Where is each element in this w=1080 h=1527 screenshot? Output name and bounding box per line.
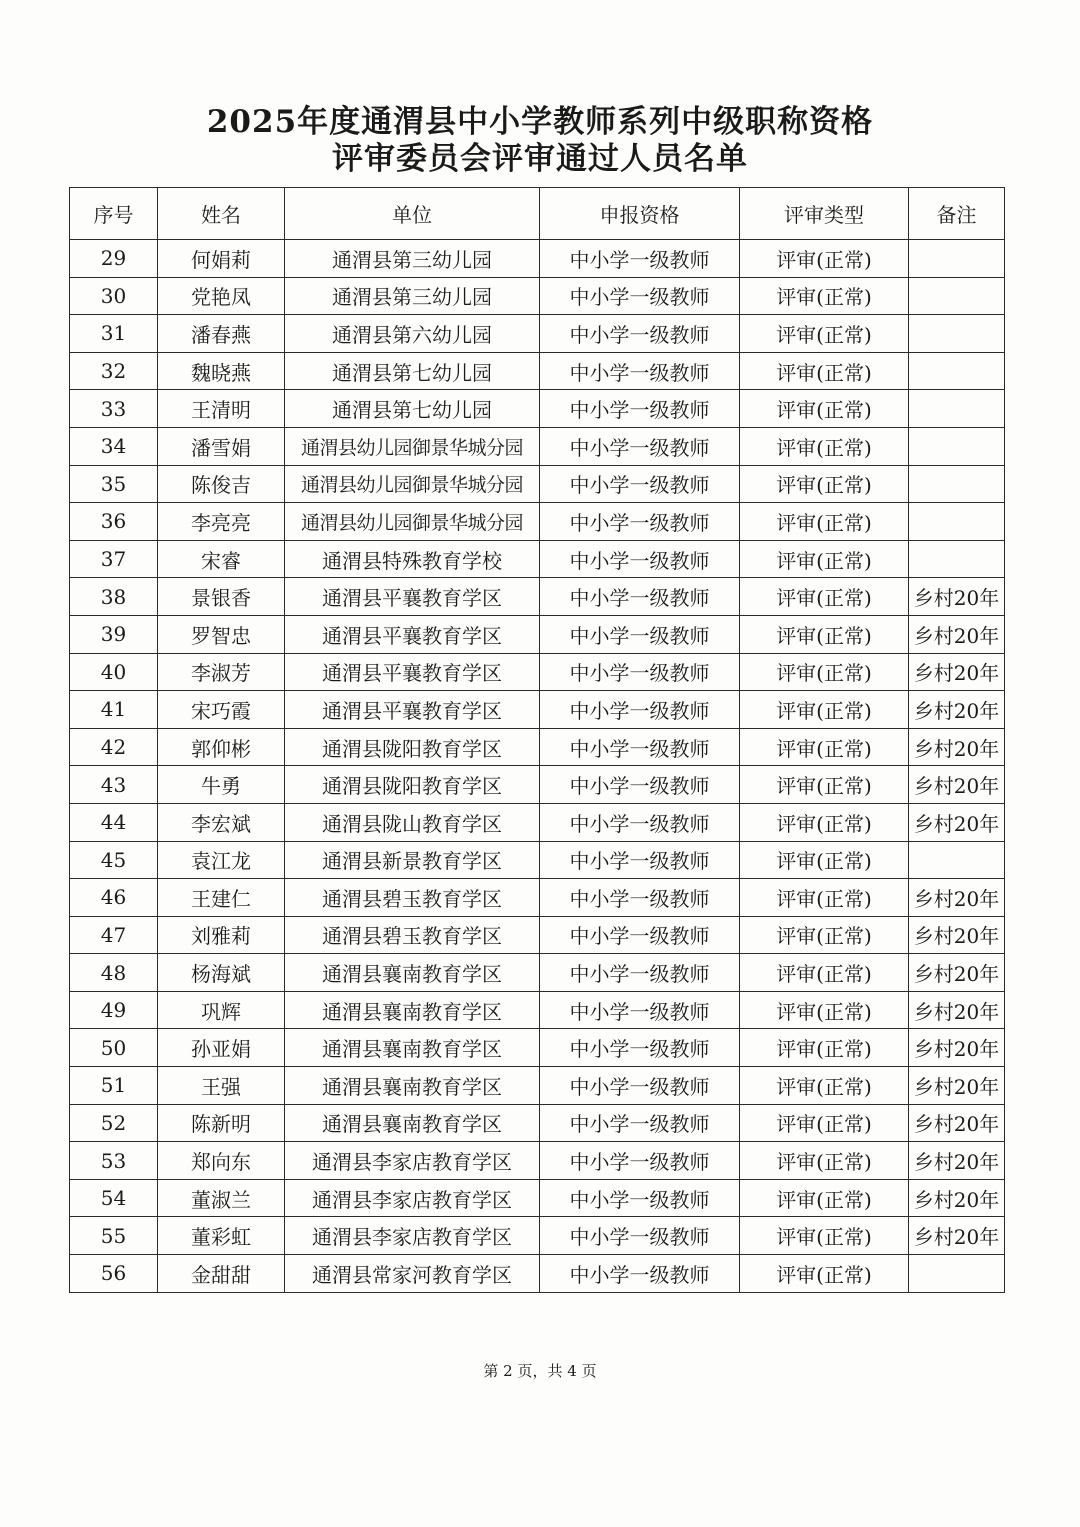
cell-serial-number: 45 — [70, 841, 158, 879]
cell-review-type: 评审(正常) — [740, 540, 909, 578]
cell-serial-number: 31 — [70, 315, 158, 353]
cell-unit: 通渭县李家店教育学区 — [285, 1142, 540, 1180]
cell-qualification: 中小学一级教师 — [540, 1142, 740, 1180]
cell-serial-number: 43 — [70, 766, 158, 804]
cell-note: 乡村20年 — [909, 954, 1005, 992]
cell-unit: 通渭县陇阳教育学区 — [285, 728, 540, 766]
cell-unit: 通渭县常家河教育学区 — [285, 1255, 540, 1293]
cell-name: 宋巧霞 — [158, 691, 285, 729]
cell-review-type: 评审(正常) — [740, 578, 909, 616]
cell-name: 魏晓燕 — [158, 352, 285, 390]
cell-note — [909, 427, 1005, 465]
cell-unit: 通渭县碧玉教育学区 — [285, 879, 540, 917]
cell-qualification: 中小学一级教师 — [540, 916, 740, 954]
cell-note: 乡村20年 — [909, 578, 1005, 616]
cell-note: 乡村20年 — [909, 916, 1005, 954]
cell-note — [909, 352, 1005, 390]
table-row — [70, 803, 1005, 841]
cell-serial-number: 51 — [70, 1067, 158, 1105]
cell-note: 乡村20年 — [909, 766, 1005, 804]
cell-qualification: 中小学一级教师 — [540, 540, 740, 578]
cell-note: 乡村20年 — [909, 1104, 1005, 1142]
cell-unit: 通渭县碧玉教育学区 — [285, 916, 540, 954]
roster-table — [69, 187, 1005, 1293]
cell-qualification: 中小学一级教师 — [540, 427, 740, 465]
cell-name: 刘雅莉 — [158, 916, 285, 954]
cell-unit: 通渭县平襄教育学区 — [285, 615, 540, 653]
cell-unit: 通渭县特殊教育学校 — [285, 540, 540, 578]
cell-review-type: 评审(正常) — [740, 653, 909, 691]
cell-review-type: 评审(正常) — [740, 954, 909, 992]
cell-unit: 通渭县第三幼儿园 — [285, 277, 540, 315]
cell-serial-number: 42 — [70, 728, 158, 766]
table-row — [70, 615, 1005, 653]
table-row — [70, 1104, 1005, 1142]
cell-note — [909, 315, 1005, 353]
cell-name: 何娟莉 — [158, 240, 285, 278]
cell-unit: 通渭县李家店教育学区 — [285, 1217, 540, 1255]
cell-note: 乡村20年 — [909, 728, 1005, 766]
cell-unit: 通渭县幼儿园御景华城分园 — [285, 427, 540, 465]
cell-serial-number: 53 — [70, 1142, 158, 1180]
cell-unit: 通渭县襄南教育学区 — [285, 954, 540, 992]
table-row — [70, 465, 1005, 503]
cell-serial-number: 41 — [70, 691, 158, 729]
cell-note: 乡村20年 — [909, 879, 1005, 917]
cell-unit: 通渭县襄南教育学区 — [285, 991, 540, 1029]
table-row — [70, 691, 1005, 729]
table-row — [70, 352, 1005, 390]
cell-review-type: 评审(正常) — [740, 1029, 909, 1067]
cell-note: 乡村20年 — [909, 653, 1005, 691]
cell-serial-number: 36 — [70, 503, 158, 541]
cell-name: 李淑芳 — [158, 653, 285, 691]
cell-qualification: 中小学一级教师 — [540, 991, 740, 1029]
cell-unit: 通渭县第六幼儿园 — [285, 315, 540, 353]
table-row — [70, 841, 1005, 879]
cell-qualification: 中小学一级教师 — [540, 841, 740, 879]
cell-name: 郑向东 — [158, 1142, 285, 1180]
cell-qualification: 中小学一级教师 — [540, 1104, 740, 1142]
cell-serial-number: 34 — [70, 427, 158, 465]
cell-note — [909, 465, 1005, 503]
table-row — [70, 1029, 1005, 1067]
cell-serial-number: 29 — [70, 240, 158, 278]
cell-name: 董淑兰 — [158, 1179, 285, 1217]
cell-qualification: 中小学一级教师 — [540, 240, 740, 278]
cell-serial-number: 47 — [70, 916, 158, 954]
cell-review-type: 评审(正常) — [740, 1255, 909, 1293]
header-unit: 单位 — [285, 188, 540, 240]
cell-unit: 通渭县平襄教育学区 — [285, 578, 540, 616]
table-row — [70, 1255, 1005, 1293]
cell-note — [909, 1255, 1005, 1293]
table-row — [70, 540, 1005, 578]
cell-serial-number: 55 — [70, 1217, 158, 1255]
cell-qualification: 中小学一级教师 — [540, 803, 740, 841]
cell-serial-number: 40 — [70, 653, 158, 691]
cell-note: 乡村20年 — [909, 1029, 1005, 1067]
table-row — [70, 315, 1005, 353]
cell-name: 潘春燕 — [158, 315, 285, 353]
cell-unit: 通渭县陇阳教育学区 — [285, 766, 540, 804]
cell-qualification: 中小学一级教师 — [540, 578, 740, 616]
cell-note: 乡村20年 — [909, 1067, 1005, 1105]
cell-serial-number: 37 — [70, 540, 158, 578]
cell-unit: 通渭县襄南教育学区 — [285, 1104, 540, 1142]
cell-review-type: 评审(正常) — [740, 615, 909, 653]
cell-qualification: 中小学一级教师 — [540, 954, 740, 992]
cell-note: 乡村20年 — [909, 691, 1005, 729]
cell-review-type: 评审(正常) — [740, 691, 909, 729]
cell-review-type: 评审(正常) — [740, 1217, 909, 1255]
table-row — [70, 991, 1005, 1029]
cell-review-type: 评审(正常) — [740, 841, 909, 879]
cell-name: 金甜甜 — [158, 1255, 285, 1293]
cell-note — [909, 841, 1005, 879]
cell-name: 王强 — [158, 1067, 285, 1105]
cell-qualification: 中小学一级教师 — [540, 1255, 740, 1293]
cell-note — [909, 540, 1005, 578]
cell-serial-number: 32 — [70, 352, 158, 390]
cell-review-type: 评审(正常) — [740, 1179, 909, 1217]
cell-name: 罗智忠 — [158, 615, 285, 653]
cell-review-type: 评审(正常) — [740, 240, 909, 278]
cell-review-type: 评审(正常) — [740, 803, 909, 841]
cell-serial-number: 38 — [70, 578, 158, 616]
cell-serial-number: 44 — [70, 803, 158, 841]
table-row — [70, 954, 1005, 992]
header-review-type: 评审类型 — [740, 188, 909, 240]
cell-name: 李宏斌 — [158, 803, 285, 841]
cell-unit: 通渭县陇山教育学区 — [285, 803, 540, 841]
cell-name: 郭仰彬 — [158, 728, 285, 766]
header-name: 姓名 — [158, 188, 285, 240]
table-row — [70, 653, 1005, 691]
cell-review-type: 评审(正常) — [740, 465, 909, 503]
cell-review-type: 评审(正常) — [740, 879, 909, 917]
cell-serial-number: 33 — [70, 390, 158, 428]
cell-note — [909, 277, 1005, 315]
table-header-row — [70, 188, 1005, 240]
cell-name: 陈俊吉 — [158, 465, 285, 503]
cell-qualification: 中小学一级教师 — [540, 390, 740, 428]
cell-note: 乡村20年 — [909, 1217, 1005, 1255]
document-title-line-1: 2025年度通渭县中小学教师系列中级职称资格 — [206, 104, 874, 140]
cell-unit: 通渭县平襄教育学区 — [285, 691, 540, 729]
table-row — [70, 916, 1005, 954]
cell-qualification: 中小学一级教师 — [540, 315, 740, 353]
cell-note: 乡村20年 — [909, 615, 1005, 653]
cell-serial-number: 49 — [70, 991, 158, 1029]
cell-qualification: 中小学一级教师 — [540, 879, 740, 917]
cell-name: 景银香 — [158, 578, 285, 616]
table-body — [70, 240, 1005, 1293]
cell-review-type: 评审(正常) — [740, 503, 909, 541]
cell-note — [909, 390, 1005, 428]
cell-unit: 通渭县襄南教育学区 — [285, 1067, 540, 1105]
cell-name: 巩辉 — [158, 991, 285, 1029]
cell-serial-number: 39 — [70, 615, 158, 653]
cell-note: 乡村20年 — [909, 1142, 1005, 1180]
cell-unit: 通渭县第七幼儿园 — [285, 352, 540, 390]
cell-review-type: 评审(正常) — [740, 1104, 909, 1142]
header-serial-number: 序号 — [70, 188, 158, 240]
cell-qualification: 中小学一级教师 — [540, 615, 740, 653]
cell-review-type: 评审(正常) — [740, 991, 909, 1029]
table-row — [70, 879, 1005, 917]
table-row — [70, 766, 1005, 804]
cell-review-type: 评审(正常) — [740, 427, 909, 465]
cell-qualification: 中小学一级教师 — [540, 691, 740, 729]
cell-serial-number: 56 — [70, 1255, 158, 1293]
cell-review-type: 评审(正常) — [740, 766, 909, 804]
cell-serial-number: 54 — [70, 1179, 158, 1217]
table-row — [70, 1217, 1005, 1255]
cell-name: 王清明 — [158, 390, 285, 428]
cell-name: 孙亚娟 — [158, 1029, 285, 1067]
cell-name: 袁江龙 — [158, 841, 285, 879]
document-title-line-2: 评审委员会评审通过人员名单 — [332, 141, 748, 177]
cell-name: 杨海斌 — [158, 954, 285, 992]
cell-qualification: 中小学一级教师 — [540, 766, 740, 804]
cell-review-type: 评审(正常) — [740, 1067, 909, 1105]
cell-unit: 通渭县幼儿园御景华城分园 — [285, 465, 540, 503]
cell-name: 宋睿 — [158, 540, 285, 578]
cell-review-type: 评审(正常) — [740, 390, 909, 428]
cell-name: 潘雪娟 — [158, 427, 285, 465]
cell-note: 乡村20年 — [909, 803, 1005, 841]
cell-qualification: 中小学一级教师 — [540, 1029, 740, 1067]
cell-serial-number: 52 — [70, 1104, 158, 1142]
cell-qualification: 中小学一级教师 — [540, 653, 740, 691]
cell-name: 李亮亮 — [158, 503, 285, 541]
cell-note: 乡村20年 — [909, 991, 1005, 1029]
table-row — [70, 390, 1005, 428]
cell-review-type: 评审(正常) — [740, 916, 909, 954]
cell-name: 董彩虹 — [158, 1217, 285, 1255]
table-row — [70, 427, 1005, 465]
header-note: 备注 — [909, 188, 1005, 240]
table-row — [70, 240, 1005, 278]
cell-serial-number: 46 — [70, 879, 158, 917]
cell-qualification: 中小学一级教师 — [540, 1067, 740, 1105]
table-row — [70, 1179, 1005, 1217]
cell-unit: 通渭县李家店教育学区 — [285, 1179, 540, 1217]
cell-review-type: 评审(正常) — [740, 315, 909, 353]
cell-name: 王建仁 — [158, 879, 285, 917]
table-row — [70, 728, 1005, 766]
header-qualification: 申报资格 — [540, 188, 740, 240]
cell-qualification: 中小学一级教师 — [540, 277, 740, 315]
cell-serial-number: 48 — [70, 954, 158, 992]
cell-name: 陈新明 — [158, 1104, 285, 1142]
cell-review-type: 评审(正常) — [740, 352, 909, 390]
cell-qualification: 中小学一级教师 — [540, 503, 740, 541]
cell-serial-number: 50 — [70, 1029, 158, 1067]
cell-unit: 通渭县第三幼儿园 — [285, 240, 540, 278]
table-row — [70, 1067, 1005, 1105]
table-row — [70, 1142, 1005, 1180]
cell-review-type: 评审(正常) — [740, 277, 909, 315]
cell-serial-number: 30 — [70, 277, 158, 315]
table-row — [70, 503, 1005, 541]
cell-qualification: 中小学一级教师 — [540, 352, 740, 390]
cell-qualification: 中小学一级教师 — [540, 728, 740, 766]
cell-unit: 通渭县第七幼儿园 — [285, 390, 540, 428]
cell-review-type: 评审(正常) — [740, 1142, 909, 1180]
cell-unit: 通渭县幼儿园御景华城分园 — [285, 503, 540, 541]
cell-qualification: 中小学一级教师 — [540, 465, 740, 503]
cell-qualification: 中小学一级教师 — [540, 1179, 740, 1217]
cell-note: 乡村20年 — [909, 1179, 1005, 1217]
cell-note — [909, 240, 1005, 278]
page-footer: 第 2 页，共 4 页 — [483, 1362, 597, 1380]
cell-note — [909, 503, 1005, 541]
table-row — [70, 578, 1005, 616]
cell-qualification: 中小学一级教师 — [540, 1217, 740, 1255]
cell-name: 党艳凤 — [158, 277, 285, 315]
cell-unit: 通渭县平襄教育学区 — [285, 653, 540, 691]
cell-unit: 通渭县新景教育学区 — [285, 841, 540, 879]
cell-unit: 通渭县襄南教育学区 — [285, 1029, 540, 1067]
table-row — [70, 277, 1005, 315]
cell-serial-number: 35 — [70, 465, 158, 503]
cell-name: 牛勇 — [158, 766, 285, 804]
cell-review-type: 评审(正常) — [740, 728, 909, 766]
